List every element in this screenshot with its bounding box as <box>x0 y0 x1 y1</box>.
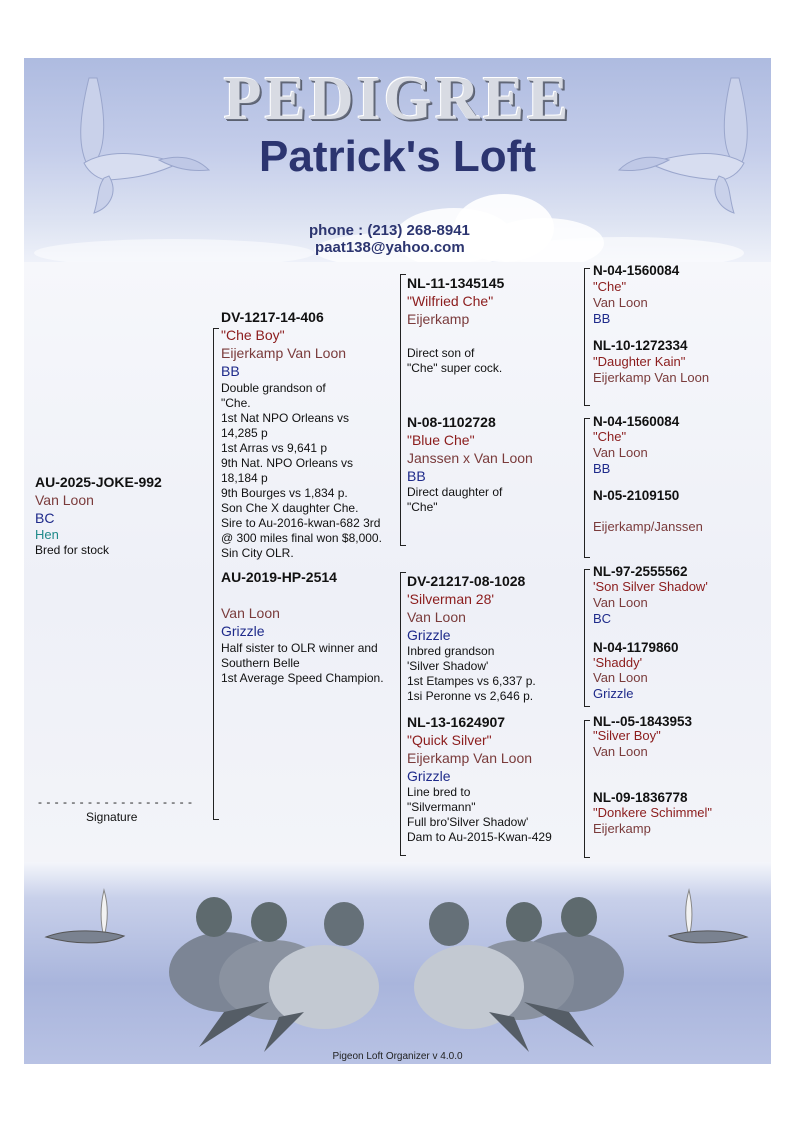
note-line: Southern Belle <box>221 656 300 670</box>
ancestor-ring: NL-09-1836778 <box>593 790 688 805</box>
dam-sire-color: Grizzle <box>407 627 451 643</box>
note-line: 14,285 p <box>221 426 268 440</box>
ancestor-ring: NL--05-1843953 <box>593 714 693 729</box>
note-line: 9th Nat. NPO Orleans vs <box>221 456 354 470</box>
ancestor-color: BB <box>593 461 611 476</box>
note-line: 9th Bourges vs 1,834 p. <box>221 486 348 500</box>
note-line: Line bred to <box>407 785 471 799</box>
ancestor-strain: Eijerkamp <box>593 821 651 836</box>
phone-number: phone : (213) 268-8941 <box>309 222 470 239</box>
note-line: 18,184 p <box>221 471 268 485</box>
note-line: @ 300 miles final won $8,000. <box>221 531 382 545</box>
subject-note: Bred for stock <box>35 543 110 557</box>
pigeon-group-right-icon <box>414 897 624 1052</box>
sire-dam-strain: Janssen x Van Loon <box>407 450 533 466</box>
dam-notes <box>221 641 384 686</box>
footer-banner <box>24 862 771 1064</box>
flying-pigeon-icon <box>46 890 124 943</box>
dam-sire-notes <box>407 644 536 704</box>
software-credit: Pigeon Loft Organizer v 4.0.0 <box>332 1051 463 1062</box>
note-line: Dam to Au-2015-Kwan-429 <box>407 830 552 844</box>
sire-sire-strain: Eijerkamp <box>407 311 470 327</box>
dam-dam-ring: NL-13-1624907 <box>407 714 506 730</box>
pedigree-sheet <box>24 58 771 1064</box>
header-banner <box>24 58 771 262</box>
ancestor-color: BB <box>593 311 611 326</box>
ancestor-strain: Van Loon <box>593 445 648 460</box>
ancestor-strain: Eijerkamp Van Loon <box>593 370 710 385</box>
note-line: "Che. <box>221 396 251 410</box>
ancestor-name: "Che" <box>593 429 627 444</box>
ancestor-ring: N-04-1560084 <box>593 263 680 278</box>
bracket-line <box>400 572 401 856</box>
pigeon-artwork <box>24 862 771 1064</box>
note-line: "Che" <box>407 500 438 514</box>
dam-dam-color: Grizzle <box>407 768 451 784</box>
bracket-line <box>400 855 406 856</box>
bracket-line <box>584 720 590 721</box>
note-line: Half sister to OLR winner and <box>221 641 378 655</box>
bracket-line <box>584 720 585 858</box>
sire-name: "Che Boy" <box>221 327 285 343</box>
sire-ring: DV-1217-14-406 <box>221 309 324 325</box>
note-line: Inbred grandson <box>407 644 495 658</box>
bracket-line <box>584 405 590 406</box>
email-address: paat138@yahoo.com <box>315 239 465 256</box>
ancestor-strain: Eijerkamp/Janssen <box>593 519 703 534</box>
note-line: Direct daughter of <box>407 485 503 499</box>
dam-sire-ring: DV-21217-08-1028 <box>407 573 526 589</box>
sire-dam-color: BB <box>407 468 426 484</box>
subject-sex: Hen <box>35 527 59 542</box>
bracket-line <box>584 418 590 419</box>
note-line: "Che" super cock. <box>407 361 503 375</box>
ancestor-color: Grizzle <box>593 686 634 701</box>
note-line: Full bro'Silver Shadow' <box>407 815 529 829</box>
pigeon-group-left-icon <box>169 897 379 1052</box>
sire-dam-notes <box>407 485 502 515</box>
note-line: 1st Nat NPO Orleans vs <box>221 411 350 425</box>
dam-dam-strain: Eijerkamp Van Loon <box>407 750 533 766</box>
sire-dam-ring: N-08-1102728 <box>407 414 496 430</box>
note-line: Sin City OLR. <box>221 546 294 560</box>
sire-color: BB <box>221 363 240 379</box>
ancestor-color: BC <box>593 611 612 626</box>
ancestor-ring: NL-97-2555562 <box>593 564 688 579</box>
sire-sire-name: "Wilfried Che" <box>407 293 494 309</box>
ancestor-ring: NL-10-1272334 <box>593 338 688 353</box>
flying-pigeon-icon <box>669 890 747 943</box>
note-line: 'Silver Shadow' <box>407 659 489 673</box>
ancestor-strain: Van Loon <box>593 595 648 610</box>
ancestor-name: "Silver Boy" <box>593 728 661 743</box>
dam-sire-strain: Van Loon <box>407 609 466 625</box>
bracket-line <box>213 328 214 820</box>
bracket-line <box>584 557 590 558</box>
sire-dam-name: "Blue Che" <box>407 432 475 448</box>
note-line: "Silvermann" <box>407 800 476 814</box>
dam-sire-name: 'Silverman 28' <box>407 591 495 607</box>
bracket-line <box>400 545 406 546</box>
ancestor-name: "Daughter Kain" <box>593 354 686 369</box>
signature-label: Signature <box>86 810 138 824</box>
note-line: Son Che X daughter Che. <box>221 501 359 515</box>
loft-name: Patrick's Loft <box>259 132 536 181</box>
ancestor-strain: Van Loon <box>593 295 648 310</box>
bracket-line <box>400 572 406 573</box>
signature-line: - - - - - - - - - - - - - - - - - - - <box>38 795 193 809</box>
ancestor-ring: N-04-1179860 <box>593 640 679 655</box>
note-line: 1st Etampes vs 6,337 p. <box>407 674 536 688</box>
ancestor-ring: N-04-1560084 <box>593 414 680 429</box>
note-line: 1st Average Speed Champion. <box>221 671 384 685</box>
note-line: 1st Arras vs 9,641 p <box>221 441 328 455</box>
bracket-line <box>584 268 585 406</box>
bracket-line <box>400 274 406 275</box>
dam-ring: AU-2019-HP-2514 <box>221 569 337 585</box>
bracket-line <box>584 268 590 269</box>
dam-color: Grizzle <box>221 623 265 639</box>
subject-color: BC <box>35 510 55 526</box>
sire-sire-ring: NL-11-1345145 <box>407 275 505 291</box>
subject-ring: AU-2025-JOKE-992 <box>35 474 162 490</box>
bracket-line <box>213 819 219 820</box>
ancestor-strain: Van Loon <box>593 670 648 685</box>
note-line: Sire to Au-2016-kwan-682 3rd <box>221 516 381 530</box>
ancestor-name: "Che" <box>593 279 627 294</box>
ancestor-name: 'Son Silver Shadow' <box>593 579 708 594</box>
ancestor-name: "Donkere Schimmel" <box>593 805 713 820</box>
page-title: PEDIGREE <box>223 65 572 133</box>
dam-dam-notes <box>407 785 552 845</box>
note-line: 1si Peronne vs 2,646 p. <box>407 689 534 703</box>
sire-strain: Eijerkamp Van Loon <box>221 345 347 361</box>
sire-notes <box>221 381 382 561</box>
subject-strain: Van Loon <box>35 492 94 508</box>
bracket-line <box>584 418 585 558</box>
sire-sire-notes <box>407 346 502 376</box>
ancestor-strain: Van Loon <box>593 744 648 759</box>
bracket-line <box>584 857 590 858</box>
bracket-line <box>213 328 219 329</box>
note-line: Double grandson of <box>221 381 326 395</box>
bracket-line <box>584 569 590 570</box>
bracket-line <box>584 569 585 707</box>
dam-dam-name: "Quick Silver" <box>407 732 492 748</box>
note-line: Direct son of <box>407 346 475 360</box>
ancestor-ring: N-05-2109150 <box>593 488 680 503</box>
bracket-line <box>584 706 590 707</box>
dam-strain: Van Loon <box>221 605 280 621</box>
bracket-line <box>400 274 401 546</box>
ancestor-name: 'Shaddy' <box>593 655 643 670</box>
